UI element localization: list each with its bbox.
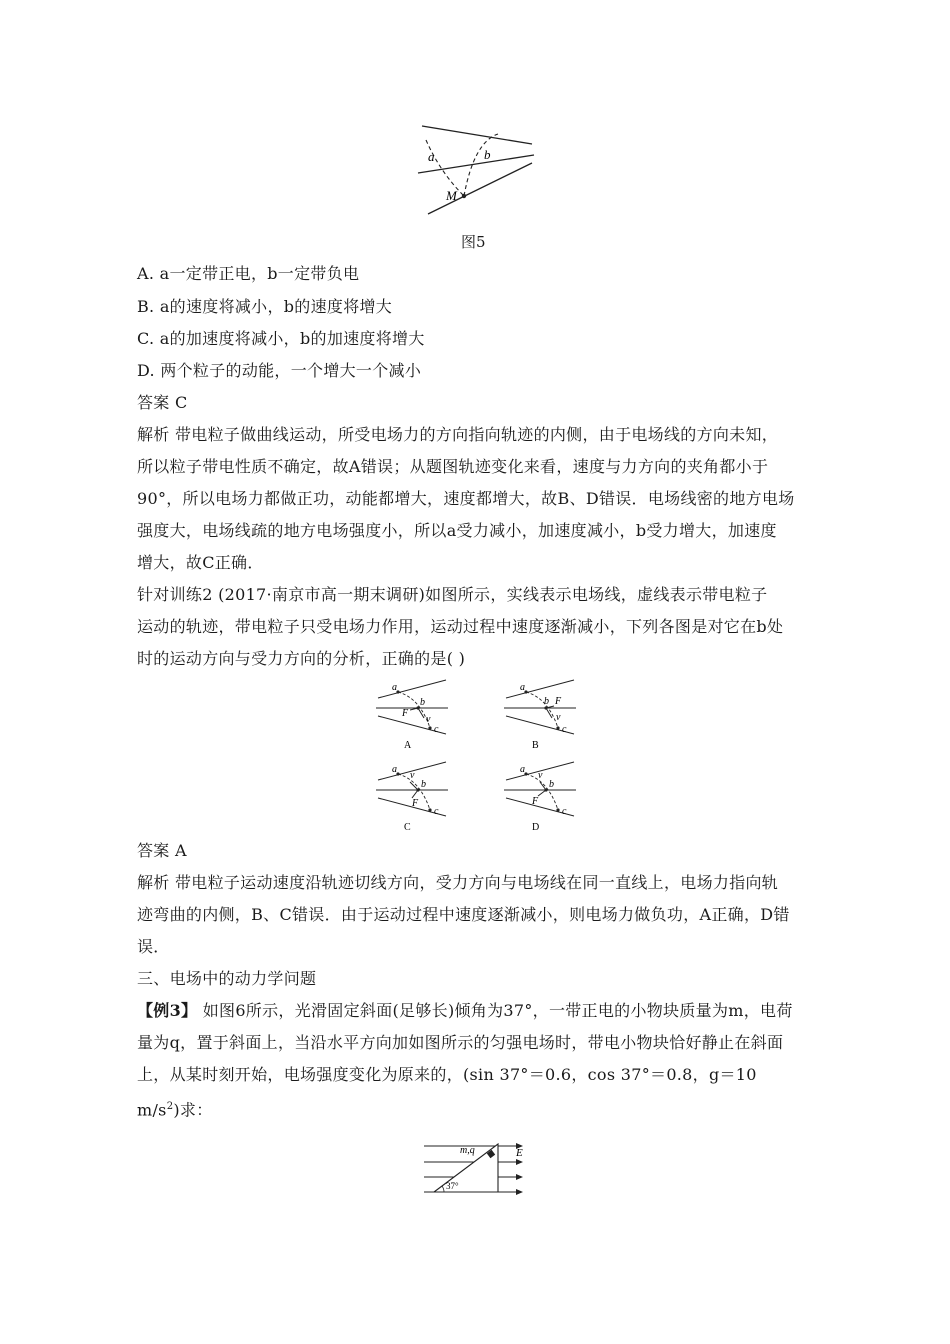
figure-5-caption: 图5 [461,233,486,251]
fig-b-label-c: c [562,724,567,735]
analysis-1-line-2: 所以粒子带电性质不确定，故A错误；从题图轨迹变化来看，速度与力方向的夹角都小于 [137,457,769,476]
fig-d-label-b: b [549,779,554,790]
option-b: B. a的速度将减小，b的速度将增大 [137,297,393,316]
analysis-2-line-3: 误． [137,937,170,956]
analysis-1-line-4: 强度大，电场线疏的地方电场强度小，所以a受力减小，加速度减小，b受力增大，加速度 [137,521,777,540]
fig-a-label-c: c [434,724,439,735]
example-3-line-4: $m/s^2$)求： [137,1100,213,1120]
analysis-2-line-1: 解析 带电粒子运动速度沿轨迹切线方向，受力方向与电场线在同一直线上，电场力指向轨 [137,873,779,892]
analysis-2-line-2: 迹弯曲的内侧，B、C错误．由于运动过程中速度逐渐减小，则电场力做负功，A正确，D错 [137,905,790,924]
example-3-tag: 【例3】 [137,1001,198,1020]
fig-c-label-b: b [421,779,426,790]
example-3-line-1 [137,1001,817,1021]
fig-b-label-v: v [556,712,561,723]
fig6-label-E: E [516,1147,523,1159]
q2-figure-d [500,760,580,832]
fig6-label-mq: m,q [460,1145,475,1156]
fig-a-label-b: b [420,697,425,708]
fig-c-label-F: F [412,798,419,809]
analysis-1-line-1: 解析 带电粒子做曲线运动，所受电场力的方向指向轨迹的内侧，由于电场线的方向未知， [137,425,779,444]
fig-d-label-c: c [562,806,567,817]
q2-stem-line-1: 针对训练2 (2017·南京市高一期末调研)如图所示，实线表示电场线，虚线表示带电粒子 [137,585,768,604]
analysis-1-line-3: 90°，所以电场力都做正功，动能都增大，速度都增大，故B、D错误．电场线密的地方电场 [137,489,795,508]
fig-d-label-a: a [520,764,525,775]
option-d: D. 两个粒子的动能，一个增大一个减小 [137,361,422,380]
q2-figure-a [372,678,452,750]
answer-1: 答案 C [137,393,188,412]
figure-6 [420,1142,530,1198]
figure-5 [410,118,545,220]
fig5-label-M: M [446,188,457,203]
fig-c-label-v: v [410,770,415,781]
q2-stem-line-3: 时的运动方向与受力方向的分析，正确的是( ) [137,649,466,668]
q2-figure-c [372,760,452,832]
fig-d-caption: D [532,822,540,832]
fig-a-label-F: F [402,708,409,719]
answer-2: 答案 A [137,841,187,860]
example-3-text-1: 如图6所示，光滑固定斜面(足够长)倾角为37°，一带正电的小物块质量为m，电荷 [197,1001,793,1020]
fig-b-label-b: b [544,696,549,707]
fig-b-label-F: F [555,696,562,707]
fig-a-caption: A [404,740,412,750]
example-3-line-2: 量为q，置于斜面上，当沿水平方向加如图所示的匀强电场时，带电小物块恰好静止在斜面 [137,1033,784,1052]
fig-a-label-v: v [426,714,431,725]
fig-d-label-v: v [538,770,543,781]
option-c: C. a的加速度将减小，b的加速度将增大 [137,329,425,348]
fig-c-caption: C [404,822,411,832]
fig6-label-angle: 37° [446,1181,459,1191]
fig-c-label-a: a [392,764,397,775]
q2-figure-b [500,678,580,750]
example-3-line-3: 上，从某时刻开始，电场强度变化为原来的，(sin 37°＝0.6，cos 37°＝0.8，g＝10 [137,1065,757,1084]
fig5-label-b: b [484,147,491,162]
fig-b-label-a: a [520,682,525,693]
option-a: A. a一定带正电，b一定带负电 [137,264,360,283]
analysis-1-line-5: 增大，故C正确． [137,553,264,572]
fig5-label-a: a [428,149,435,164]
q2-stem-line-2: 运动的轨迹，带电粒子只受电场力作用，运动过程中速度逐渐减小，下列各图是对它在b处 [137,617,784,636]
section-3-heading: 三、电场中的动力学问题 [137,969,317,988]
fig-d-label-F: F [532,796,539,807]
fig-c-label-c: c [434,806,439,817]
fig-a-label-a: a [392,682,397,693]
fig-b-caption: B [532,740,539,750]
